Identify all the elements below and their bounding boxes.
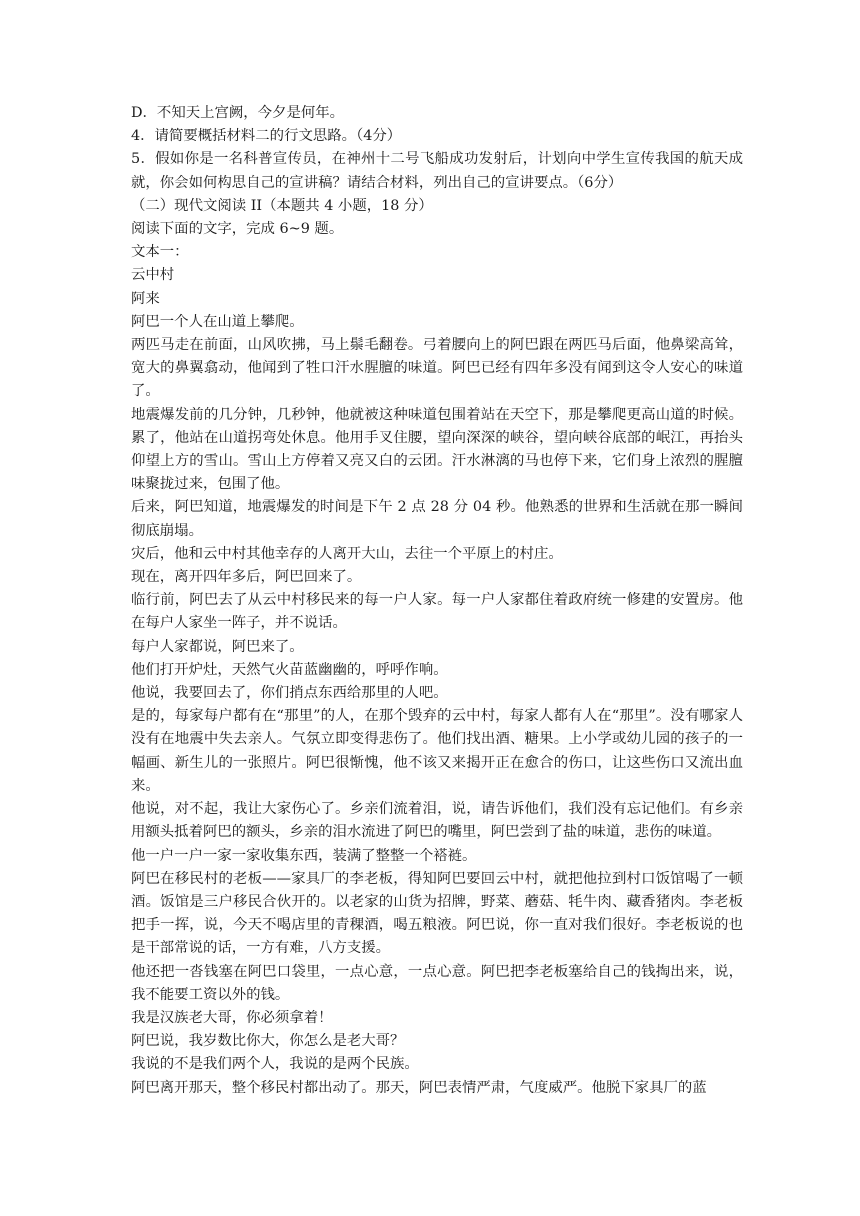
article-paragraph: 我是汉族老大哥，你必须拿着！ [131, 1009, 333, 1026]
article-title: 云中村 [131, 267, 175, 284]
article-paragraph: 是的，每家每户都有在“那里”的人，在那个毁弃的云中村，每家人都有人在“那里”。没有哪家人没有在地震中失去亲人。气氛立即变得悲伤了。他们找出酒、糖果。上小学或幼儿园的孩子的一幅画、新生儿的一张照片。阿巴很惭愧，他不该又来揭开正在愈合的伤口，让这些伤口又流出血来。 [131, 708, 743, 794]
reading-instruction: 阅读下面的文字，完成 6~9 题。 [131, 221, 344, 238]
text-one-label: 文本一： [131, 244, 189, 261]
article-paragraph: 他一户一户一家一家收集东西，装满了整整一个褡裢。 [131, 847, 477, 864]
article-paragraph: 他们打开炉灶，天然气火苗蓝幽幽的，呼呼作响。 [131, 661, 448, 678]
article-paragraph: 两匹马走在前面，山风吹拂，马上鬃毛翻卷。弓着腰向上的阿巴跟在两匹马后面，他鼻梁高耸，宽大的鼻翼翕动，他闻到了牲口汗水腥膻的味道。阿巴已经有四年多没有闻到这令人安心的味道了。 [131, 337, 743, 400]
section-heading: （二）现代文阅读 II（本题共 4 小题，18 分） [131, 197, 433, 214]
article-paragraph: 阿巴说，我岁数比你大，你怎么是老大哥？ [131, 1033, 405, 1050]
article-paragraph: 阿巴一个人在山道上攀爬。 [131, 313, 304, 330]
article-paragraph: 灾后，他和云中村其他幸存的人离开大山，去往一个平原上的村庄。 [131, 545, 563, 562]
article-author: 阿来 [131, 290, 160, 307]
article-paragraph: 阿巴在移民村的老板——家具厂的李老板，得知阿巴要回云中村，就把他拉到村口饭馆喝了一顿酒。饭馆是三户移民合伙开的。以老家的山货为招牌，野菜、蘑菇、牦牛肉、藏香猪肉。李老板把手一挥，说，今天不喝店里的青稞酒，喝五粮液。阿巴说，你一直对我们很好。李老板说的也是干部常说的话，一方有难，八方支援。 [131, 870, 743, 957]
article-paragraph: 他说，我要回去了，你们捎点东西给那里的人吧。 [131, 685, 448, 702]
article-paragraph: 地震爆发前的几分钟，几秒钟，他就被这种味道包围着站在天空下，那是攀爬更高山道的时候。累了，他站在山道拐弯处休息。他用手叉住腰，望向深深的峡谷，望向峡谷底部的岷江，再抬头仰望上方的雪山。雪山上方停着又亮又白的云团。汗水淋漓的马也停下来，它们身上浓烈的腥膻味聚拢过来，包围了他。 [131, 406, 743, 493]
article-paragraph: 后来，阿巴知道，地震爆发的时间是下午 2 点 28 分 04 秒。他熟悉的世界和生活就在那一瞬间彻底崩塌。 [131, 499, 743, 539]
question-4: 4．请简要概括材料二的行文思路。（4分） [131, 128, 402, 145]
article-paragraph: 他说，对不起，我让大家伤心了。乡亲们流着泪，说，请告诉他们，我们没有忘记他们。有乡亲用额头抵着阿巴的额头，乡亲的泪水流进了阿巴的嘴里，阿巴尝到了盐的味道，悲伤的味道。 [131, 801, 743, 841]
article-paragraph: 他还把一沓钱塞在阿巴口袋里，一点心意，一点心意。阿巴把李老板塞给自己的钱掏出来，说，我不能要工资以外的钱。 [131, 963, 743, 1003]
article-paragraph: 现在，离开四年多后，阿巴回来了。 [131, 569, 362, 586]
question-5: 5．假如你是一名科普宣传员，在神州十二号飞船成功发射后，计划向中学生宣传我国的航天成就，你会如何构思自己的宣讲稿？请结合材料，列出自己的宣讲要点。（6分） [131, 151, 743, 191]
article-paragraph: 阿巴离开那天，整个移民村都出动了。那天，阿巴表情严肃，气度威严。他脱下家具厂的蓝 [131, 1079, 707, 1096]
article-paragraph: 每户人家都说，阿巴来了。 [131, 638, 304, 655]
article-paragraph: 我说的不是我们两个人，我说的是两个民族。 [131, 1056, 419, 1073]
document-body [131, 102, 743, 1100]
option-d: D．不知天上宫阙，今夕是何年。 [131, 105, 345, 121]
article-paragraph: 临行前，阿巴去了从云中村移民来的每一户人家。每一户人家都住着政府统一修建的安置房。他在每户人家坐一阵子，并不说话。 [131, 592, 743, 632]
